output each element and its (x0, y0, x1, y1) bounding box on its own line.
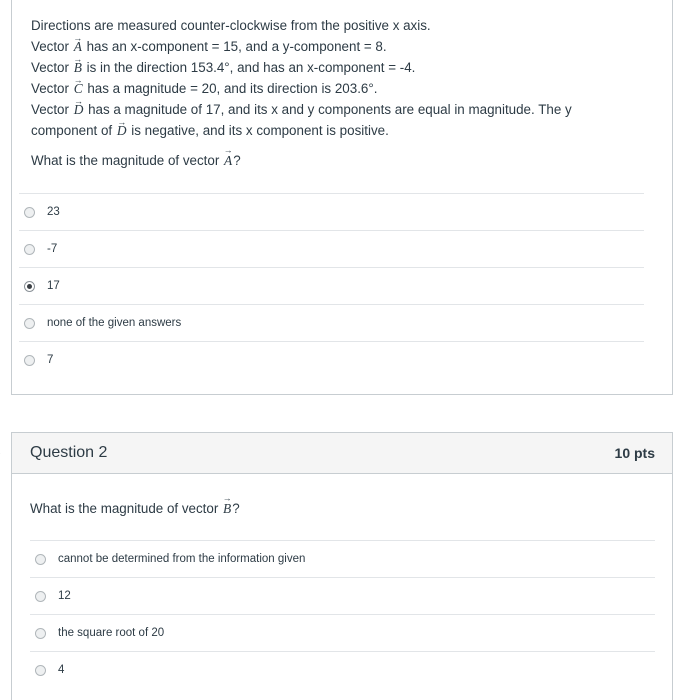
chevron-right-icon (0, 444, 6, 460)
answer-label: the square root of 20 (58, 627, 165, 639)
radio-button[interactable] (35, 665, 46, 676)
radio-button[interactable] (24, 207, 35, 218)
question-title: Question 2 (30, 444, 108, 461)
question-1-prompt: What is the magnitude of vector → A? (31, 153, 241, 169)
question-2-answers (30, 540, 655, 688)
answer-option[interactable] (19, 341, 644, 378)
radio-button[interactable] (35, 628, 46, 639)
answer-option-selected[interactable] (19, 267, 644, 304)
answer-label: 17 (47, 280, 60, 292)
question-1-text (31, 15, 651, 141)
answer-option[interactable] (19, 230, 644, 267)
vector-symbol: → B (73, 57, 83, 78)
answer-label: -7 (47, 243, 58, 255)
question-line: Vector → B is in the direction 153.4°, and has an x-component = -4. (31, 57, 651, 78)
answer-option[interactable] (19, 193, 644, 230)
answer-option[interactable] (30, 651, 655, 688)
question-2-header (12, 433, 672, 474)
question-1-answers (19, 193, 644, 378)
question-points: 10 pts (614, 445, 655, 461)
vector-symbol: → A (73, 36, 83, 57)
radio-button[interactable] (35, 591, 46, 602)
answer-option[interactable] (30, 540, 655, 577)
question-2-card (11, 432, 673, 700)
vector-symbol: → C (73, 78, 84, 99)
radio-button[interactable] (24, 318, 35, 329)
question-line: component of → D is negative, and its x component is positive. (31, 120, 651, 141)
radio-button[interactable] (35, 554, 46, 565)
radio-button[interactable] (24, 244, 35, 255)
answer-label: cannot be determined from the information given (58, 553, 306, 565)
vector-symbol: → A (223, 153, 233, 169)
vector-symbol: → D (116, 120, 128, 141)
vector-symbol: → D (73, 99, 85, 120)
answer-option[interactable] (19, 304, 644, 341)
question-line: Directions are measured counter-clockwise from the positive x axis. (31, 18, 431, 33)
answer-label: 4 (58, 664, 65, 676)
question-line: Vector → C has a magnitude = 20, and its direction is 203.6°. (31, 78, 651, 99)
answer-label: 12 (58, 590, 71, 602)
radio-button[interactable] (24, 355, 35, 366)
answer-option[interactable] (30, 577, 655, 614)
question-line: Vector → A has an x-component = 15, and a y-component = 8. (31, 36, 651, 57)
answer-label: 7 (47, 354, 54, 366)
question-line: Vector → D has a magnitude of 17, and its x and y components are equal in magnitude. The y (31, 99, 651, 120)
answer-label: 23 (47, 206, 60, 218)
radio-button-checked[interactable] (24, 281, 35, 292)
vector-symbol: → B (222, 501, 232, 517)
answer-label: none of the given answers (47, 317, 182, 329)
answer-option[interactable] (30, 614, 655, 651)
question-2-prompt: What is the magnitude of vector → B? (30, 501, 240, 517)
